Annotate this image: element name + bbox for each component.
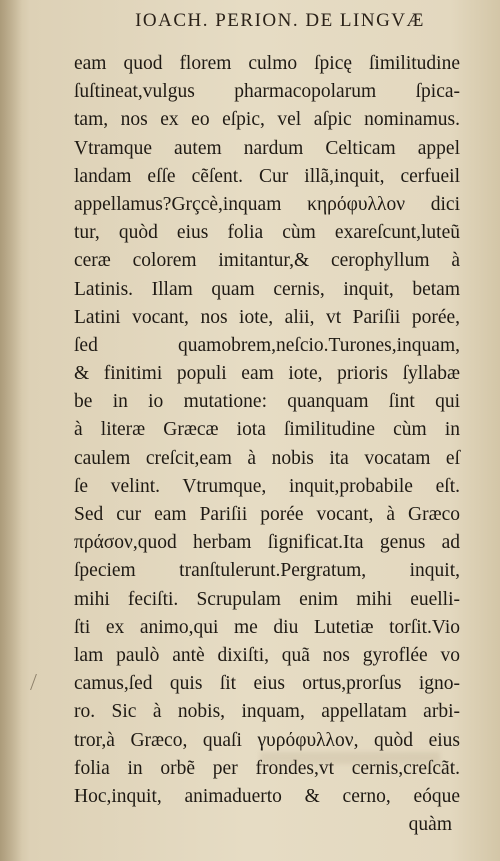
text-line: Sed cur eam Pariſii porée vocant, à Græco xyxy=(74,504,460,525)
text-line: ſti ex animo,qui me diu Lutetiæ torſit.Vio xyxy=(74,616,460,638)
text-line: folia in orbẽ per frondes,vt cernis,creſcãt. xyxy=(74,757,460,779)
binding-shadow xyxy=(0,0,22,861)
text-line: caulem creſcit,eam à nobis ita vocatam eſ xyxy=(74,447,460,469)
text-line: πράσον,quod herbam ſignificat.Ita genus ad xyxy=(74,532,460,554)
text-line: be in io mutatione: quanquam ſint qui xyxy=(74,391,460,413)
text-line: ſe velint. Vtrumque, inquit,probabile eſt. xyxy=(74,475,460,497)
text-line: camus,ſed quis ſit eius ortus,prorſus igno- xyxy=(74,673,460,695)
catchword: quàm xyxy=(408,814,452,836)
text-line: appellamus?Grçcè,inquam κηρόφυλλον dici xyxy=(74,193,460,215)
text-line: lam paulò antè dixiſti, quã nos gyroflée vo xyxy=(74,644,460,666)
text-line: ceræ colorem imitantur,& cerophyllum à xyxy=(74,250,460,272)
text-line: mihi feciſti. Scrupulam enim mihi euelli- xyxy=(74,588,460,610)
text-line: ſed quamobrem,neſcio.Turones,inquam, xyxy=(74,334,460,356)
text-line: ſpeciem tranſtulerunt.Pergratum, inquit, xyxy=(74,560,460,582)
body-text xyxy=(74,50,460,839)
text-line: à literæ Græcæ iota ſimilitudine cùm in xyxy=(74,419,460,441)
text-line: & finitimi populi eam iote, prioris ſyllabæ xyxy=(74,363,460,385)
text-line: ſuſtineat,vulgus pharmacopolarum ſpica- xyxy=(74,81,460,103)
text-line: Latini vocant, nos iote, alii, vt Pariſii porée, xyxy=(74,306,460,328)
margin-pen-mark xyxy=(30,674,45,690)
text-line: tror,à Græco, quaſi γυρόφυλλον, quòd eius xyxy=(74,729,460,751)
text-line: tur, quòd eius folia cùm exareſcunt,luteũ xyxy=(74,222,460,244)
text-line: tam, nos ex eo eſpic, vel aſpic nominamus. xyxy=(74,109,460,131)
text-line: Hoc,inquit, animaduerto & cerno, eóque xyxy=(74,785,460,807)
text-line: ro. Sic à nobis, inquam, appellatam arbi- xyxy=(74,701,460,723)
ink-bleed-through xyxy=(260,752,440,764)
text-line: landam eſſe cẽſent. Cur illã,inquit, cerfueil xyxy=(74,165,460,187)
running-header: IOACH. PERION. DE LINGVÆ xyxy=(135,10,425,31)
text-line: eam quod florem culmo ſpicę ſimilitudine xyxy=(74,53,460,74)
text-line: Vtramque autem nardum Celticam appel xyxy=(74,137,460,159)
text-line: Latinis. Illam quam cernis, inquit, betam xyxy=(74,278,460,300)
